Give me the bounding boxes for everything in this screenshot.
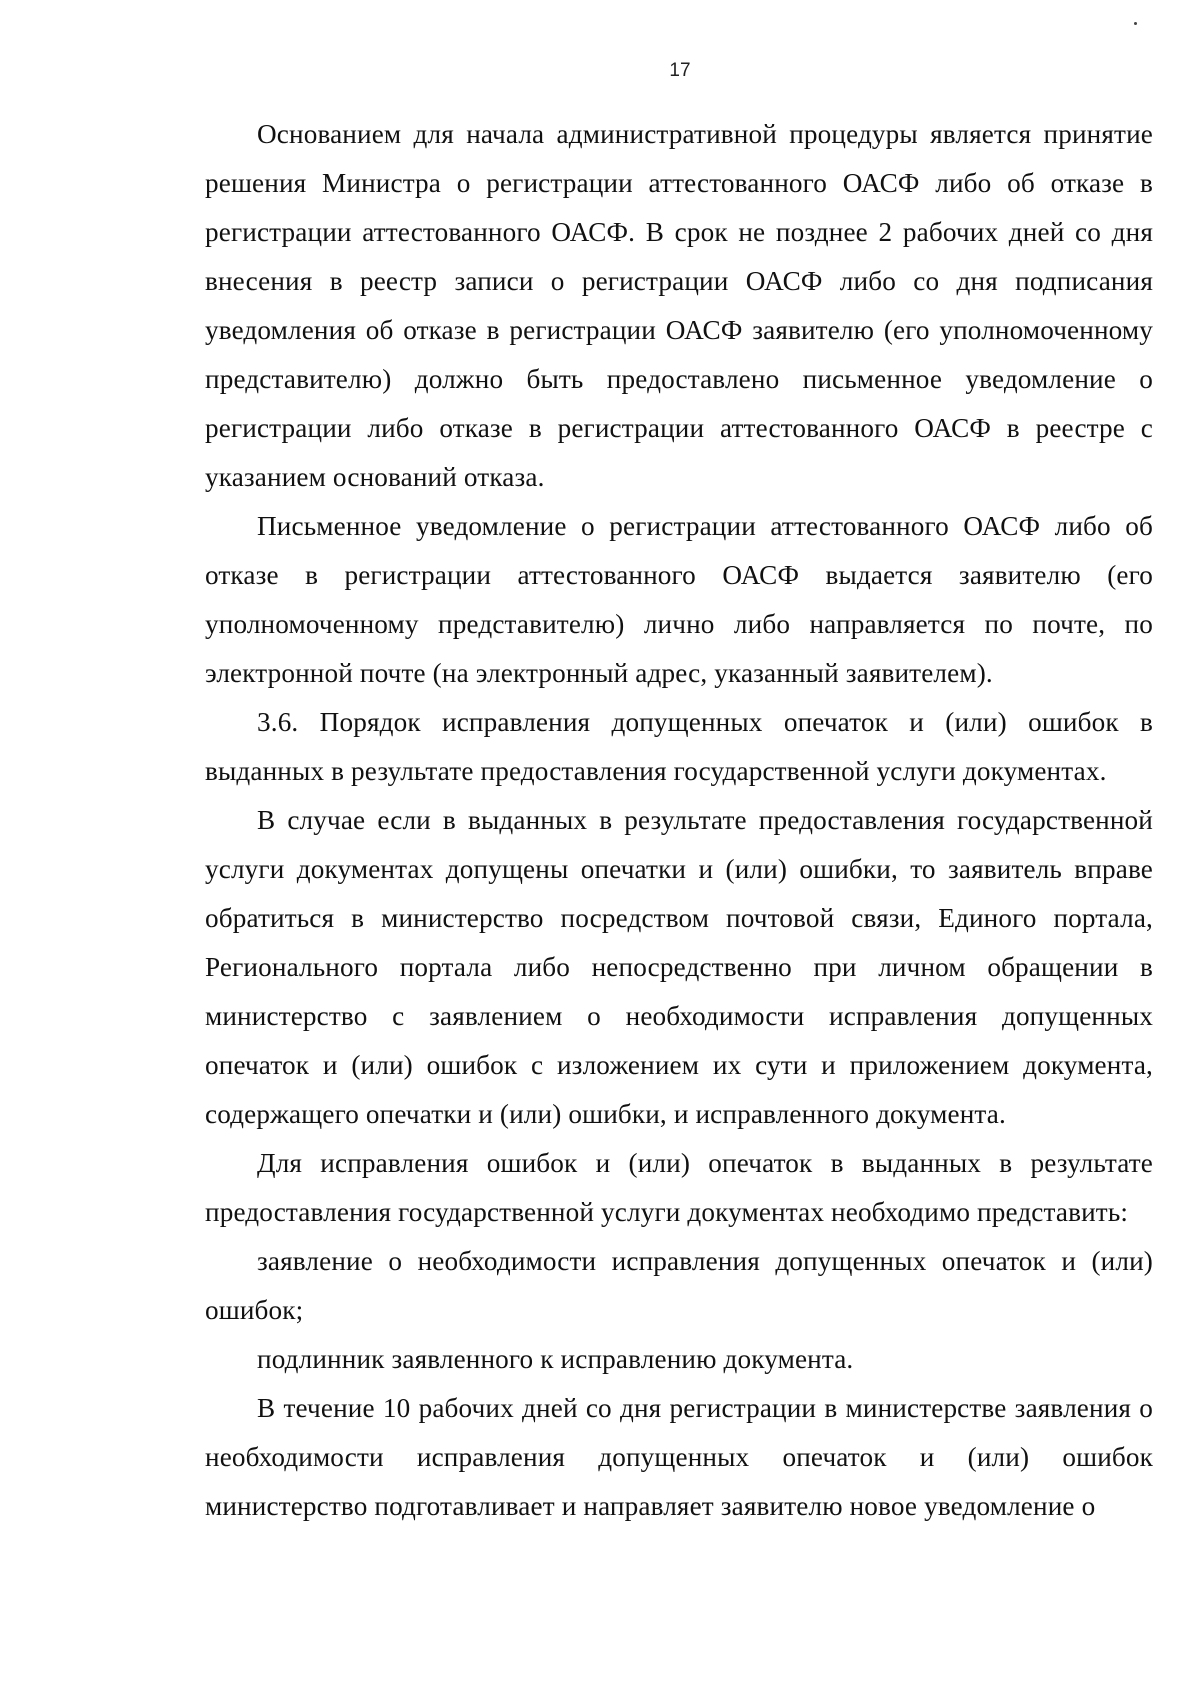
page-number: 17	[669, 60, 691, 81]
document-body	[205, 110, 1153, 1531]
paragraph-typo-correction-request: В случае если в выданных в результате предоставления государственной услуги документах допущены опечатки и (или) ошибки, то заявитель вправе обратиться в министерство посредством почтовой связи, Единого портала, Регионального портала либо непосредственно при личном обращении в министерство с заявлением о необходимости исправления допущенных опечаток и (или) ошибок с изложением их сути и приложением документа, содержащего опечатки и (или) ошибки, и исправленного документа.	[205, 805, 1153, 1129]
list-item-original-document: подлинник заявленного к исправлению документа.	[257, 1344, 854, 1374]
paragraph-required-documents: Для исправления ошибок и (или) опечаток в выданных в результате предоставления государственной услуги документах необходимо представить:	[205, 1148, 1153, 1227]
paragraph-registration-basis: Основанием для начала административной процедуры является принятие решения Министра о регистрации аттестованного ОАСФ либо об отказе в регистрации аттестованного ОАСФ. В срок не позднее 2 рабочих дней со дня внесения в реестр записи о регистрации ОАСФ либо со дня подписания уведомления об отказе в регистрации ОАСФ заявителю (его уполномоченному представителю) должно быть предоставлено письменное уведомление о регистрации либо отказе в регистрации аттестованного ОАСФ в реестре с указанием оснований отказа.	[205, 119, 1153, 492]
paragraph-correction-deadline: В течение 10 рабочих дней со дня регистрации в министерстве заявления о необходимости исправления допущенных опечаток и (или) ошибок министерство подготавливает и направляет заявителю новое уведомление о	[205, 1393, 1153, 1521]
list-item-application: заявление о необходимости исправления допущенных опечаток и (или) ошибок;	[205, 1246, 1153, 1325]
scan-speck	[1134, 22, 1137, 25]
section-heading-3-6: 3.6. Порядок исправления допущенных опечаток и (или) ошибок в выданных в результате предоставления государственной услуги документах.	[205, 707, 1153, 786]
paragraph-written-notice: Письменное уведомление о регистрации аттестованного ОАСФ либо об отказе в регистрации аттестованного ОАСФ выдается заявителю (его уполномоченному представителю) лично либо направляется по почте, по электронной почте (на электронный адрес, указанный заявителем).	[205, 511, 1153, 688]
